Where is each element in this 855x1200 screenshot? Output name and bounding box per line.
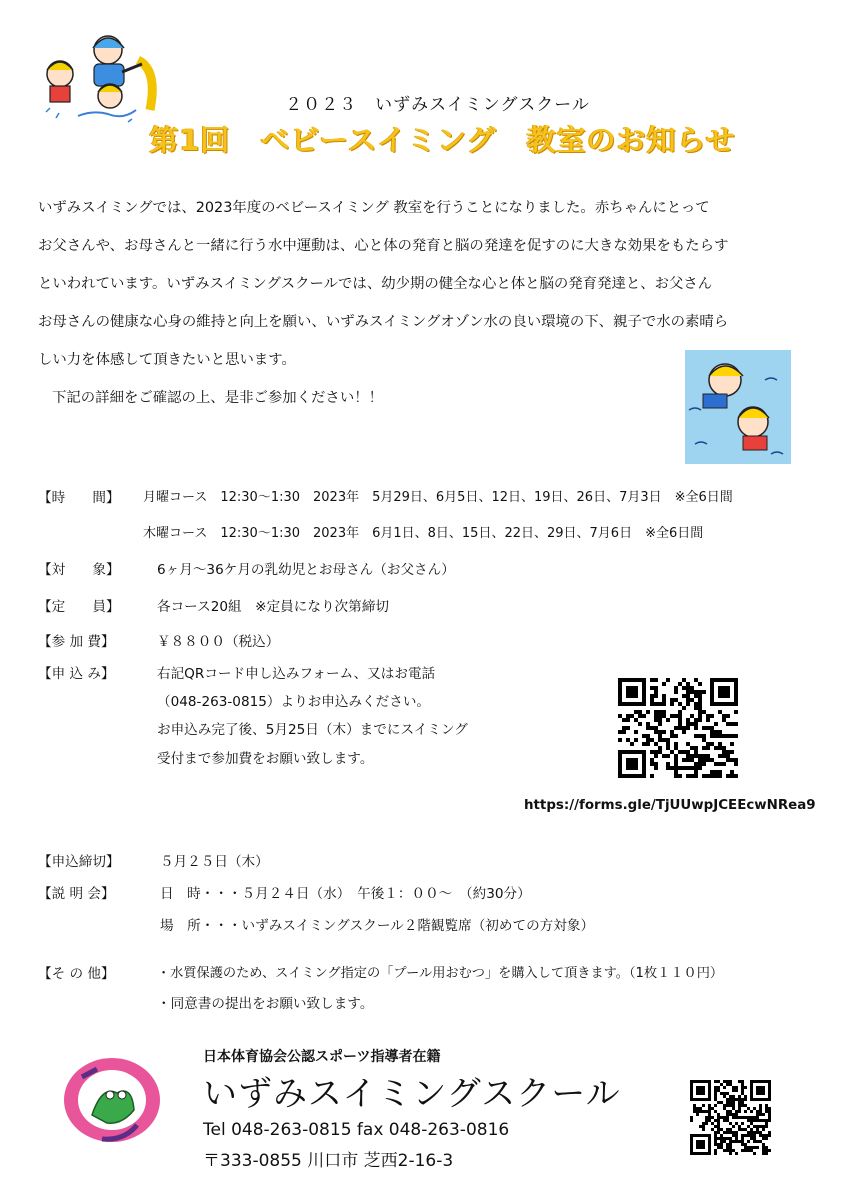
fee-label: 【参 加 費】 [38, 634, 115, 650]
page-title: 第1回 ベビースイミング 教室のお知らせ [149, 123, 736, 157]
capacity-label: 【定 員】 [38, 599, 120, 615]
briefing-date: 日 時・・・５月２４日（水） 午後１：００～ （約30分） [160, 886, 531, 902]
intro-closing: 下記の詳細をご確認の上、是非ご参加ください！！ [52, 390, 383, 406]
intro-line: お母さんの健康な心身の維持と向上を願い、いずみスイミングオゾン水の良い環境の下、親子で水の素晴ら [38, 314, 729, 330]
subtitle: ２０２３ いずみスイミングスクール [285, 95, 590, 115]
deadline-label: 【申込締切】 [38, 854, 120, 870]
form-url-link[interactable]: https://forms.gle/TjUUwpJCEEcwNRea9 [524, 798, 816, 813]
intro-line: しい力を体感して頂きたいと思います。 [38, 352, 296, 368]
pool-kids-illustration [685, 350, 791, 464]
apply-line: お申込み完了後、5月25日（木）までにスイミング [157, 722, 468, 738]
address: 〒333-0855 川口市 芝西2-16-3 [203, 1151, 454, 1171]
izumi-logo [62, 1055, 162, 1145]
briefing-label: 【説 明 会】 [38, 886, 115, 902]
apply-line: 受付まで参加費をお願い致します。 [157, 751, 374, 767]
application-qr-code[interactable] [618, 678, 738, 780]
intro-line: いずみスイミングでは、2023年度のベビースイミング 教室を行うことになりました。赤ちゃんにとって [38, 200, 710, 216]
apply-line: 右記QRコード申し込みフォーム、又はお電話 [157, 666, 436, 682]
apply-label: 【申 込 み】 [38, 666, 115, 682]
other-line: ・同意書の提出をお願い致します。 [157, 996, 374, 1012]
fee-value: ￥８８００（税込） [157, 634, 280, 650]
target-label: 【対 象】 [38, 562, 120, 578]
capacity-value: 各コース20組 ※定員になり次第締切 [157, 599, 389, 615]
intro-text [38, 189, 798, 417]
monday-course: 月曜コース 12:30～1:30 2023年 5月29日、6月5日、12日、19日、26日、7月3日 ※全6日間 [143, 490, 733, 505]
certification-note: 日本体育協会公認スポーツ指導者在籍 [203, 1049, 441, 1065]
deadline-value: ５月２５日（木） [160, 854, 269, 870]
briefing-place: 場 所・・・いずみスイミングスクール２階観覧席（初めての方対象） [160, 918, 595, 934]
intro-line: お父さんや、お母さんと一緒に行う水中運動は、心と体の発育と脳の発達を促すのに大きな効果をもたらす [38, 238, 729, 254]
time-label: 【時 間】 [38, 490, 120, 506]
intro-line: といわれています。いずみスイミングスクールでは、幼少期の健全な心と体と脳の発育発達と、お父さん [38, 276, 713, 292]
target-value: 6ヶ月～36ケ月の乳幼児とお母さん（お父さん） [157, 562, 455, 578]
contact-phone-fax: Tel 048-263-0815 fax 048-263-0816 [203, 1120, 510, 1140]
school-qr-code[interactable] [690, 1080, 772, 1156]
thursday-course: 木曜コース 12:30～1:30 2023年 6月1日、8日、15日、22日、29日、7月6日 ※全6日間 [143, 526, 704, 541]
kids-swimming-illustration [38, 30, 163, 130]
other-line: ・水質保護のため、スイミング指定の「プール用おむつ」を購入して頂きます。（1枚１１０円） [157, 966, 724, 981]
school-name: いずみスイミングスクール [203, 1074, 621, 1114]
apply-line: （048-263-0815）よりお申込みください。 [157, 694, 431, 710]
other-label: 【そ の 他】 [38, 966, 115, 982]
